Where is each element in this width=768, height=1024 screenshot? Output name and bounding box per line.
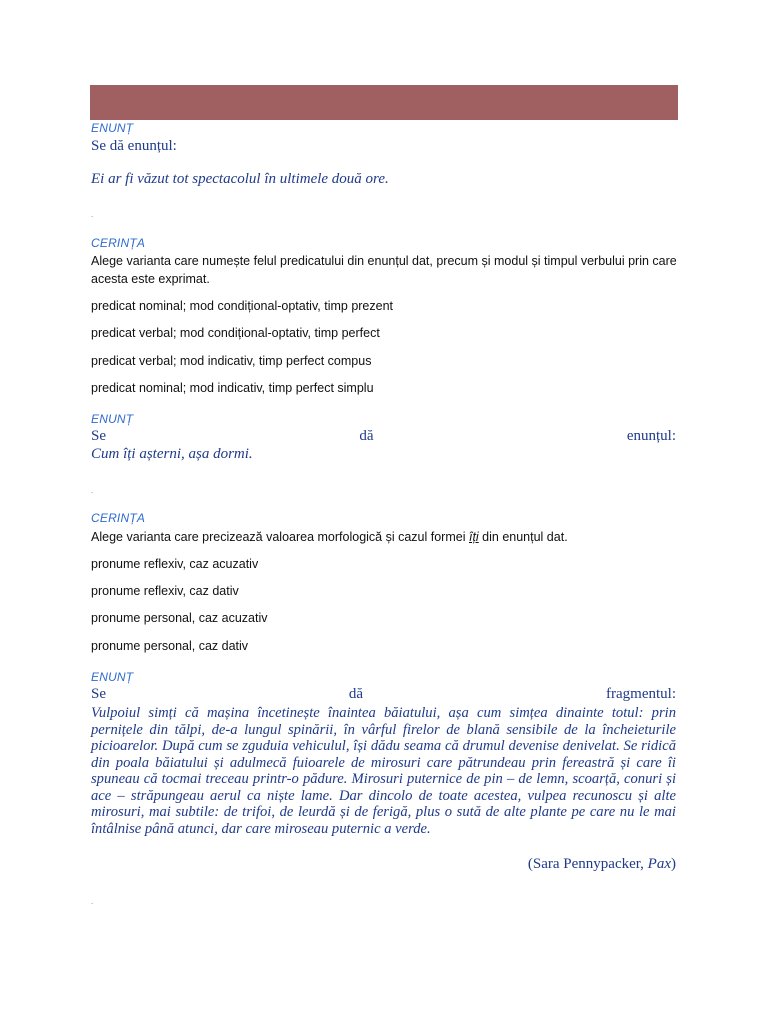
enunt-label-2: ENUNȚ <box>91 412 134 426</box>
cerinta-label-2: CERINȚA <box>91 511 146 525</box>
prompt-2-word: enunțul: <box>626 428 676 444</box>
prompt-2 <box>91 428 676 445</box>
enunt-label-3: ENUNȚ <box>91 670 134 684</box>
prompt-3 <box>91 686 676 703</box>
option-2-c[interactable]: pronume personal, caz acuzativ <box>91 611 268 625</box>
prompt-3-word: fragmentul: <box>606 686 676 702</box>
prompt-2-word: Se <box>91 428 106 444</box>
enunt-label-1: ENUNȚ <box>91 121 134 135</box>
spacer-dot-3: . <box>91 897 94 906</box>
prompt-3-word: Se <box>91 686 106 702</box>
header-banner <box>90 85 678 120</box>
option-1-d[interactable]: predicat nominal; mod indicativ, timp perfect simplu <box>91 381 374 395</box>
source-author: (Sara Pennypacker, <box>527 856 648 872</box>
source-close: ) <box>671 856 676 872</box>
option-1-b[interactable]: predicat verbal; mod condițional-optativ, timp perfect <box>91 326 380 340</box>
option-2-d[interactable]: pronume personal, caz dativ <box>91 639 249 653</box>
question-1: Alege varianta care numește felul predicatului din enunțul dat, precum și modul și timpul verbului prin care acesta este exprimat. <box>91 254 677 286</box>
option-2-a[interactable]: pronume reflexiv, caz acuzativ <box>91 557 259 571</box>
option-2-b[interactable]: pronume reflexiv, caz dativ <box>91 584 239 598</box>
question-2-before: Alege varianta care precizează valoarea morfologică și cazul formei <box>91 530 469 544</box>
prompt-2-word: dă <box>359 428 374 444</box>
question-2-word: îți <box>468 530 479 544</box>
source-title: Pax <box>647 856 671 872</box>
cerinta-label-1: CERINȚA <box>91 236 146 250</box>
source-citation <box>528 856 676 873</box>
option-1-a[interactable]: predicat nominal; mod condițional-optativ, timp prezent <box>91 299 394 313</box>
spacer-dot-2: . <box>91 486 94 495</box>
spacer-dot-1: . <box>91 210 94 219</box>
sentence-1: Ei ar fi văzut tot spectacolul în ultimele două ore. <box>91 171 389 187</box>
question-2 <box>91 528 681 546</box>
prompt-1: Se dă enunțul: <box>91 138 177 154</box>
prompt-3-word: dă <box>348 686 364 702</box>
option-1-c[interactable]: predicat verbal; mod indicativ, timp perfect compus <box>91 354 372 368</box>
fragment-text: Vulpoiul simți că mașina încetinește înaintea băiatului, așa cum simțea dinainte totul: prin pernițele din tălpi, de-a lungul spinării, în vârful firelor de blană sensibile de la încheieturile picioarelor. După cum se zguduia vehiculul, își dădu seama că drumul devenise denivelat. Se ridică din poala băiatului și adulmecă fuioarele de mirosuri care pătrundeau prin fereastră și care îi spuneau că tocmai treceau printr-o pădure. Mirosuri puternice de pin – de lemn, scoarță, conuri și ace – străpungeau aerul ca niște lame. Dar dincolo de toate acestea, vulpea recunoscu și alte mirosuri, mai subtile: de trifoi, de leurdă și de ferigă, plus o sută de alte plante pe care nu le mai întâlnise până atunci, dar care miroseau puternic a verde. <box>91 705 676 837</box>
question-2-after: din enunțul dat. <box>478 530 568 544</box>
sentence-2: Cum îți așterni, așa dormi. <box>91 446 253 462</box>
